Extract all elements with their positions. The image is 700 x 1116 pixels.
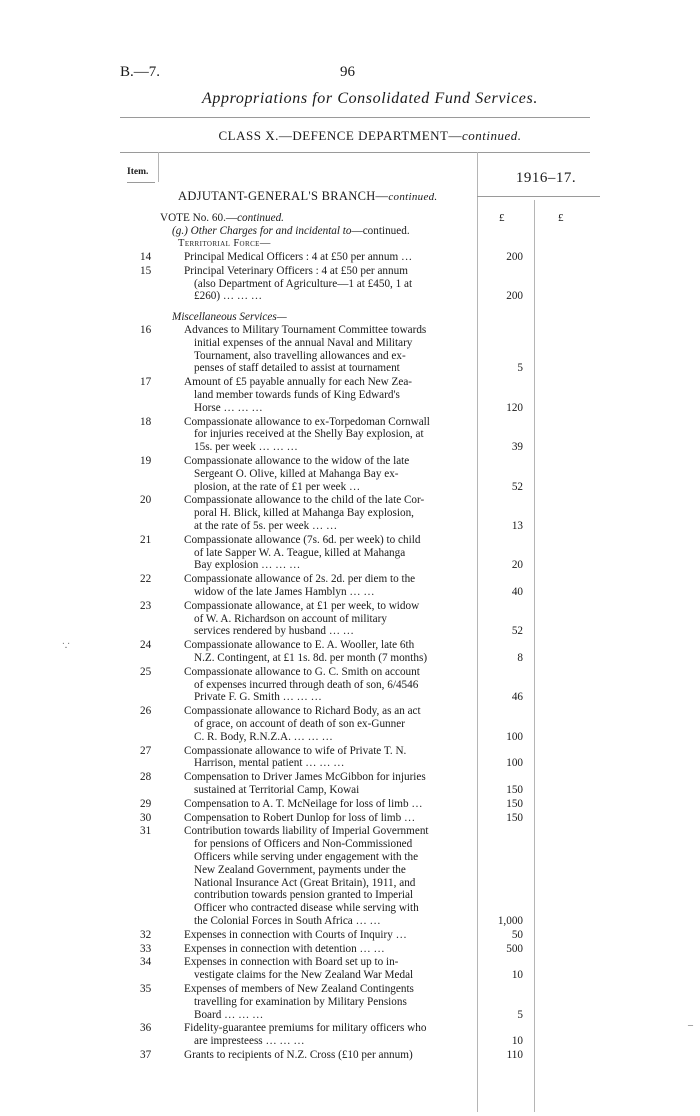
item-number: 33 xyxy=(140,942,152,955)
item-description-line: plosion, at the rate of £1 per week … xyxy=(194,480,361,493)
vote-subhead-continued: —continued. xyxy=(351,225,410,237)
title-rule xyxy=(120,117,590,118)
page-title: Appropriations for Consolidated Fund Services. xyxy=(202,90,538,107)
item-number: 24 xyxy=(140,639,152,652)
item-description-line: travelling for examination by Military Pensions xyxy=(194,995,407,1008)
item-description-line: Harrison, mental patient … … … xyxy=(194,757,345,770)
item-amount: 100 xyxy=(506,757,523,770)
item-number: 30 xyxy=(140,811,152,824)
vote-subhead-italic: (g.) Other Charges for and incidental to xyxy=(172,225,352,237)
item-description-line: 15s. per week … … … xyxy=(194,441,298,454)
item-header-rule xyxy=(127,182,155,183)
item-amount: 1,000 xyxy=(497,915,523,927)
item-number: 35 xyxy=(140,983,152,995)
item-amount: 150 xyxy=(506,811,523,824)
item-description-line: Compassionate allowance to wife of Private T. N. xyxy=(184,744,407,757)
item-description-line: National Insurance Act (Great Britain), 1911, and xyxy=(194,876,416,889)
item-amount: 5 xyxy=(517,362,523,375)
branch-heading xyxy=(178,189,437,204)
item-description-line: Compensation to Driver James McGibbon for injuries xyxy=(184,771,426,784)
item-description-line: widow of the late James Hamblyn … … xyxy=(194,586,375,598)
item-description-line: £260) … … … xyxy=(194,290,263,303)
item-description-line: Compassionate allowance to the widow of the late xyxy=(184,455,410,467)
item-description-line: land member towards funds of King Edward's xyxy=(194,389,400,401)
year-header-rule xyxy=(477,196,600,197)
item-amount: 110 xyxy=(506,1049,523,1061)
item-number: 18 xyxy=(140,415,152,428)
margin-mark: ˑ.ˑ xyxy=(62,640,71,651)
item-description-line: Expenses in connection with detention … … xyxy=(184,942,385,955)
item-number: 14 xyxy=(140,251,152,263)
item-amount: 10 xyxy=(511,969,523,982)
item-description-line: C. R. Body, R.N.Z.A. … … … xyxy=(194,730,333,743)
item-description-line: Principal Veterinary Officers : 4 at £50 per annum xyxy=(184,264,408,277)
item-description-line: Compassionate allowance, at £1 per week, to widow xyxy=(184,599,420,612)
item-description-line: (also Department of Agriculture—1 at £450, 1 at xyxy=(194,277,413,290)
item-amount: 120 xyxy=(506,401,523,414)
item-number: 27 xyxy=(140,744,152,757)
item-number: 16 xyxy=(140,324,152,336)
branch-name: ADJUTANT-GENERAL'S BRANCH— xyxy=(178,189,389,203)
item-description-line: of late Sapper W. A. Teague, killed at Mahanga xyxy=(194,546,406,559)
item-amount: 100 xyxy=(506,730,523,743)
class-title-continued: continued. xyxy=(462,128,522,143)
page-reference: B.—7. xyxy=(120,64,161,80)
item-description-line: Bay explosion … … … xyxy=(194,559,301,572)
item-description-line: Amount of £5 payable annually for each New Zea- xyxy=(184,376,413,389)
vote-heading xyxy=(160,212,284,224)
item-description-line: of W. A. Richardson on account of military xyxy=(194,612,387,625)
item-number: 34 xyxy=(140,956,152,969)
item-amount: 40 xyxy=(511,586,523,598)
item-number: 37 xyxy=(140,1049,152,1061)
item-description-line: Expenses in connection with Courts of Inquiry … xyxy=(184,928,407,941)
item-description-line: Contribution towards liability of Imperial Government xyxy=(184,825,429,838)
item-number: 15 xyxy=(140,264,152,277)
item-description-line: penses of staff detailed to assist at tournament xyxy=(194,362,400,375)
item-description-line: Compensation to Robert Dunlop for loss of limb … xyxy=(184,811,416,824)
territorial-force-heading: Territorial Force— xyxy=(178,238,271,249)
item-description-line: vestigate claims for the New Zealand War Medal xyxy=(194,969,414,982)
item-amount: 13 xyxy=(511,520,523,532)
vote-continued: continued. xyxy=(237,212,284,224)
item-number: 32 xyxy=(140,928,152,941)
item-description-line: Compensation to A. T. McNeilage for loss of limb … xyxy=(184,797,423,810)
vote-label: VOTE No. 60.— xyxy=(160,212,238,224)
item-description-line: Compassionate allowance to E. A. Wooller, late 6th xyxy=(184,639,415,652)
item-number: 19 xyxy=(140,455,152,467)
item-amount: 52 xyxy=(511,625,523,638)
item-amount: 46 xyxy=(511,691,523,704)
item-description-line: the Colonial Forces in South Africa … … xyxy=(194,915,381,927)
vote-subhead xyxy=(172,225,410,237)
item-description-line: for injuries received at the Shelly Bay explosion, at xyxy=(194,428,424,441)
item-amount: 39 xyxy=(511,441,523,454)
class-title-main: CLASS X.—DEFENCE DEPARTMENT— xyxy=(218,128,462,143)
pound-sign-right: £ xyxy=(558,212,564,224)
item-number: 22 xyxy=(140,573,152,586)
item-description-line: Compassionate allowance of 2s. 2d. per diem to the xyxy=(184,573,416,586)
item-description-line: Grants to recipients of N.Z. Cross (£10 per annum) xyxy=(184,1049,413,1061)
item-description-line: Advances to Military Tournament Committee towards xyxy=(184,324,427,336)
item-amount: 200 xyxy=(506,251,523,263)
item-description-line: Compassionate allowance (7s. 6d. per week) to child xyxy=(184,533,421,546)
item-description-line: Principal Medical Officers : 4 at £50 per annum … xyxy=(184,251,413,263)
item-amount: 500 xyxy=(506,942,523,955)
page-number: 96 xyxy=(340,64,355,80)
item-number: 23 xyxy=(140,599,152,612)
item-amount: 20 xyxy=(511,559,523,572)
item-amount: 5 xyxy=(517,1008,523,1021)
item-description-line: initial expenses of the annual Naval and Military xyxy=(194,336,413,349)
item-amount: 50 xyxy=(511,928,523,941)
item-number: 25 xyxy=(140,665,152,678)
edge-mark: – xyxy=(688,1020,693,1031)
item-number: 31 xyxy=(140,825,152,838)
item-description-line: Compassionate allowance to Richard Body, as an act xyxy=(184,705,421,718)
misc-services-heading: Miscellaneous Services— xyxy=(172,311,287,323)
pound-sign-left: £ xyxy=(499,212,505,224)
item-amount: 200 xyxy=(506,290,523,303)
item-description-line: Expenses of members of New Zealand Contingents xyxy=(184,983,414,995)
item-number: 20 xyxy=(140,494,152,507)
class-title xyxy=(150,128,590,144)
item-description-line: Fidelity-guarantee premiums for military officers who xyxy=(184,1022,427,1035)
item-description-line: Officer who contracted disease while serving with xyxy=(194,902,419,915)
item-description-line: Tournament, also travelling allowances and ex- xyxy=(194,349,406,362)
item-column-header: Item. xyxy=(127,167,149,177)
item-number: 29 xyxy=(140,797,152,810)
item-description-line: contribution towards pension granted to Imperial xyxy=(194,889,414,902)
item-amount: 150 xyxy=(506,797,523,810)
year-column-header: 1916–17. xyxy=(515,170,577,186)
item-description-line: of grace, on account of death of son ex-Gunner xyxy=(194,718,405,730)
item-amount: 52 xyxy=(511,480,523,493)
column-rule-item xyxy=(158,152,159,182)
item-description-line: Compassionate allowance to the child of the late Cor- xyxy=(184,494,425,507)
item-amount: 8 xyxy=(517,652,523,664)
item-description-line: N.Z. Contingent, at £1 1s. 8d. per month (7 months) xyxy=(194,652,428,664)
header-rule xyxy=(120,152,590,153)
item-number: 17 xyxy=(140,376,152,389)
column-rule-amount-right xyxy=(534,200,535,1112)
item-description-line: of expenses incurred through death of son, 6/4546 xyxy=(194,678,419,691)
item-description-line: Sergeant O. Olive, killed at Mahanga Bay ex- xyxy=(194,467,399,480)
item-description-line: Officers while serving under engagement with the xyxy=(194,851,419,863)
item-description-line: New Zealand Government, payments under the xyxy=(194,863,406,876)
item-description-line: Compassionate allowance to G. C. Smith on account xyxy=(184,665,420,678)
item-description-line: for pensions of Officers and Non-Commissioned xyxy=(194,838,413,851)
item-description-line: at the rate of 5s. per week … … xyxy=(194,520,338,532)
item-amount: 150 xyxy=(506,784,523,796)
item-amount: 10 xyxy=(511,1035,523,1048)
item-number: 28 xyxy=(140,771,152,784)
item-description-line: Expenses in connection with Board set up to in- xyxy=(184,956,399,969)
item-description-line: are impresteess … … … xyxy=(194,1035,305,1048)
item-description-line: services rendered by husband … … xyxy=(194,625,354,638)
item-number: 26 xyxy=(140,705,152,718)
item-description-line: Compassionate allowance to ex-Torpedoman Cornwall xyxy=(184,415,430,428)
item-number: 36 xyxy=(140,1022,152,1035)
item-description-line: Private F. G. Smith … … … xyxy=(194,691,322,704)
branch-continued: continued. xyxy=(388,191,438,203)
item-description-line: Board … … … xyxy=(194,1008,264,1021)
item-description-line: Horse … … … xyxy=(194,401,263,414)
item-description-line: sustained at Territorial Camp, Kowai xyxy=(194,784,360,796)
item-description-line: poral H. Blick, killed at Mahanga Bay explosion, xyxy=(194,507,414,520)
item-number: 21 xyxy=(140,533,152,546)
